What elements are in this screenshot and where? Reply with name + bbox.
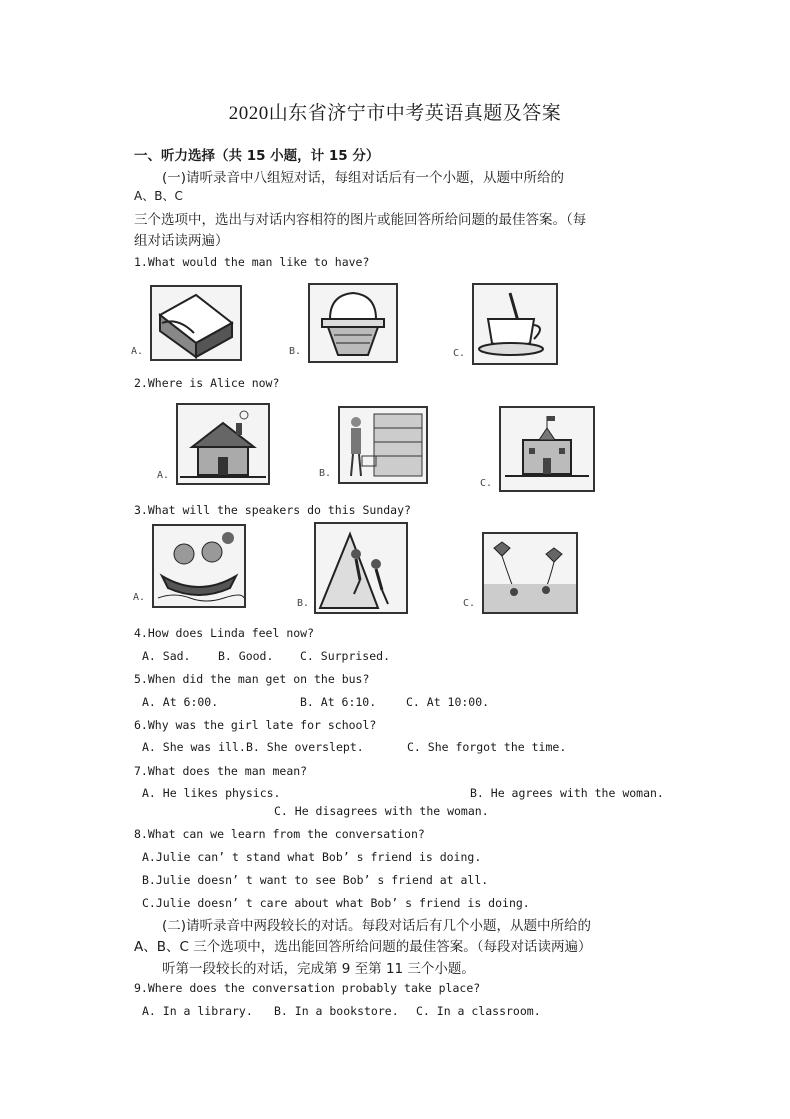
q5-option-a[interactable]: A. At 6:00. <box>142 695 219 709</box>
question-7: 7.What does the man mean? <box>134 764 308 778</box>
part1-intro-line2: A、B、C <box>134 189 183 203</box>
house-image[interactable] <box>176 403 270 485</box>
question-9: 9.Where does the conversation probably take place? <box>134 981 481 995</box>
q3-option-a-label: A. <box>133 592 146 603</box>
q2-option-a-label: A. <box>157 470 170 481</box>
supermarket-icon <box>340 408 426 482</box>
hiking-image[interactable] <box>314 522 408 614</box>
q2-option-c-label: C. <box>480 478 493 489</box>
q6-option-a[interactable]: A. She was ill. <box>142 740 246 754</box>
kite-flying-image[interactable] <box>482 532 578 614</box>
boat-icon <box>154 526 244 606</box>
part2-intro-line1: (二)请听录音中两段较长的对话。每段对话后有几个小题，从题中所给的 <box>162 918 592 934</box>
q8-option-c[interactable]: C.Julie doesn’ t care about what Bob’ s friend is doing. <box>142 896 530 910</box>
boating-image[interactable] <box>152 524 246 608</box>
q8-option-a[interactable]: A.Julie can’ t stand what Bob’ s friend is doing. <box>142 850 482 864</box>
q4-option-c[interactable]: C. Surprised. <box>300 649 391 663</box>
supermarket-image[interactable] <box>338 406 428 484</box>
house-icon <box>178 405 268 483</box>
q7-option-a[interactable]: A. He likes physics. <box>142 786 281 800</box>
question-2: 2.Where is Alice now? <box>134 376 280 390</box>
q8-option-b[interactable]: B.Julie doesn’ t want to see Bob’ s friend at all. <box>142 873 489 887</box>
page-title: 2020山东省济宁市中考英语真题及答案 <box>228 103 562 124</box>
ice-cream-icon <box>310 285 396 361</box>
q1-option-c-label: C. <box>453 348 466 359</box>
sandwich-icon <box>152 287 240 359</box>
question-6: 6.Why was the girl late for school? <box>134 718 377 732</box>
q9-option-b[interactable]: B. In a bookstore. <box>274 1004 399 1018</box>
coffee-cup-icon <box>474 285 556 363</box>
part1-intro-line1: (一)请听录音中八组短对话，每组对话后有一个小题，从题中所给的 <box>162 170 565 186</box>
part1-intro-line3: 三个选项中，选出与对话内容相符的图片或能回答所给问题的最佳答案。（每 <box>134 212 587 228</box>
part1-intro-line4: 组对话读两遍） <box>134 233 229 249</box>
q5-option-b[interactable]: B. At 6:10. <box>300 695 377 709</box>
q1-option-a-label: A. <box>131 346 144 357</box>
sandwich-image[interactable] <box>150 285 242 361</box>
section-heading: 一、听力选择（共 15 小题，计 15 分） <box>134 148 380 164</box>
q4-option-a[interactable]: A. Sad. <box>142 649 191 663</box>
school-icon <box>501 408 593 490</box>
q2-option-b-label: B. <box>319 468 332 479</box>
q1-option-b-label: B. <box>289 346 302 357</box>
q3-option-c-label: C. <box>463 598 476 609</box>
question-8: 8.What can we learn from the conversation? <box>134 827 425 841</box>
q7-option-b[interactable]: B. He agrees with the woman. <box>470 786 664 800</box>
coffee-cup-image[interactable] <box>472 283 558 365</box>
part2-intro-line2: A、B、C 三个选项中，选出能回答所给问题的最佳答案。（每段对话读两遍） <box>134 939 592 955</box>
question-5: 5.When did the man get on the bus? <box>134 672 370 686</box>
ice-cream-image[interactable] <box>308 283 398 363</box>
question-3: 3.What will the speakers do this Sunday? <box>134 503 411 517</box>
mountain-climbing-icon <box>316 524 406 612</box>
q3-option-b-label: B. <box>297 598 310 609</box>
q4-option-b[interactable]: B. Good. <box>218 649 274 663</box>
q5-option-c[interactable]: C. At 10:00. <box>406 695 490 709</box>
q6-option-b[interactable]: B. She overslept. <box>246 740 364 754</box>
q6-option-c[interactable]: C. She forgot the time. <box>407 740 567 754</box>
part2-intro-line3: 听第一段较长的对话，完成第 9 至第 11 三个小题。 <box>162 961 475 977</box>
q7-option-c[interactable]: C. He disagrees with the woman. <box>274 804 489 818</box>
school-image[interactable] <box>499 406 595 492</box>
q9-option-a[interactable]: A. In a library. <box>142 1004 253 1018</box>
q9-option-c[interactable]: C. In a classroom. <box>416 1004 541 1018</box>
kite-icon <box>484 534 576 612</box>
question-1: 1.What would the man like to have? <box>134 255 370 269</box>
question-4: 4.How does Linda feel now? <box>134 626 315 640</box>
